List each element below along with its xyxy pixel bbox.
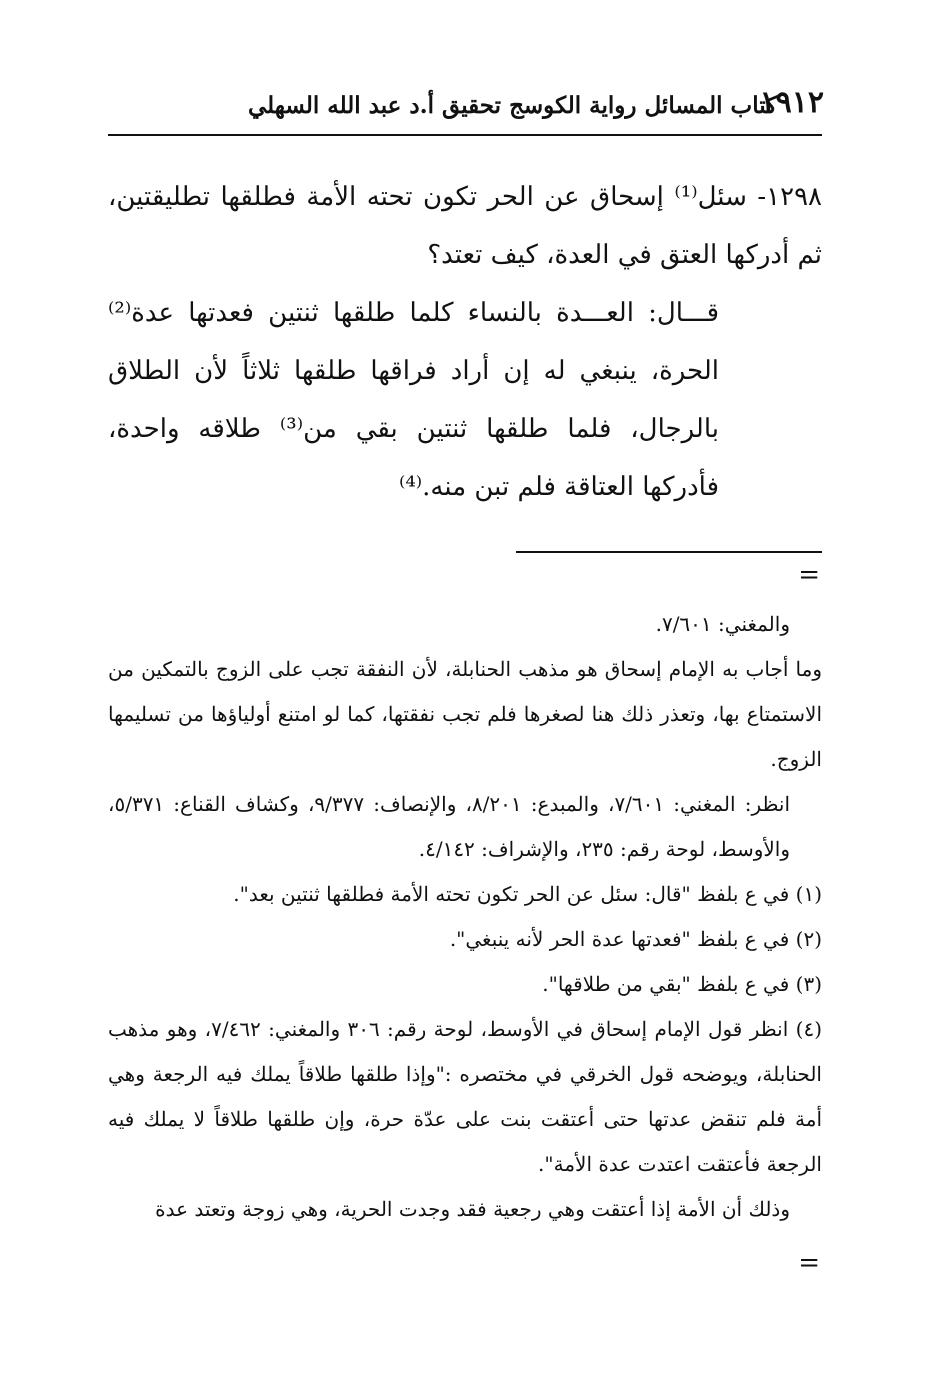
footnote-3: (٣) في ع بلفظ "بقي من طلاقها". xyxy=(542,972,822,996)
footnote-separator xyxy=(516,551,822,553)
note-continued-sources: انظر: المغني: ٧/٦٠١، والمبدع: ٨/٢٠١، والإنصاف: ٩/٣٧٧، وكشاف القناع: ٥/٣٧١، والأوسط، لوحة رقم: ٢٣٥، والإشراف: ٤/١٤٢. xyxy=(108,792,791,861)
page-number: ١٩١٢ xyxy=(759,85,824,120)
issue-question: سئل⁽¹⁾ إسحاق عن الحر تكون تحته الأمة فطلقها تطليقتين، ثم أدركها العتق في العدة، كيف تعتد؟ xyxy=(108,182,822,270)
footnote-1: (١) في ع بلفظ "قال: سئل عن الحر تكون تحته الأمة فطلقها ثنتين بعد". xyxy=(233,882,822,906)
main-text xyxy=(108,168,822,516)
running-header-title: كتاب المسائل رواية الكوسج تحقيق أ.د عبد الله السهلي xyxy=(248,92,778,119)
issue-number: ١٢٩٨- xyxy=(757,182,823,212)
note-continued-explanation: وما أجاب به الإمام إسحاق هو مذهب الحنابلة، لأن النفقة تجب على الزوج بالتمكين من الاستمتاع بها، وتعذر ذلك هنا لصغرها فلم تجب نفقتها، كما لو امتنع أولياؤها من تسليمها الزوج. xyxy=(108,657,822,771)
footnote-2: (٢) في ع بلفظ "فعدتها عدة الحر لأنه ينبغي". xyxy=(449,927,822,951)
continuation-mark-top: = xyxy=(798,560,820,590)
footnote-4: (٤) انظر قول الإمام إسحاق في الأوسط، لوحة رقم: ٣٠٦ والمغني: ٧/٤٦٢، وهو مذهب الحنابلة، ويوضحه قول الخرقي في مختصره :"وإذا طلقها طلاقاً يملك فيه الرجعة وهي أمة فلم تنقض عدتها حتى أعتقت بنت على عدّة حرة، وإن طلقها طلاقاً لا يملك فيه الرجعة فأعتقت اعتدت عدة الأمة". xyxy=(108,1017,822,1176)
issue-paragraph xyxy=(108,168,822,284)
answer-paragraph: قـــال: العـــدة بالنساء كلما طلقها ثنتين فعدتها عدة⁽²⁾ الحرة، ينبغي له إن أراد فراقها طلقها ثلاثاً لأن الطلاق بالرجال، فلما طلقها ثنتين بقي من⁽³⁾ طلاقه واحدة، فأدركها العتاقة فلم تبن منه.⁽⁴⁾ xyxy=(108,298,719,502)
header-rule xyxy=(108,134,822,136)
continuation-mark-bottom: = xyxy=(798,1248,820,1278)
footnotes xyxy=(108,602,822,1232)
note-continued-ref: والمغني: ٧/٦٠١. xyxy=(655,612,790,636)
footnote-4-continued: وذلك أن الأمة إذا أعتقت وهي رجعية فقد وجدت الحرية، وهي زوجة وتعتد عدة xyxy=(155,1197,790,1221)
